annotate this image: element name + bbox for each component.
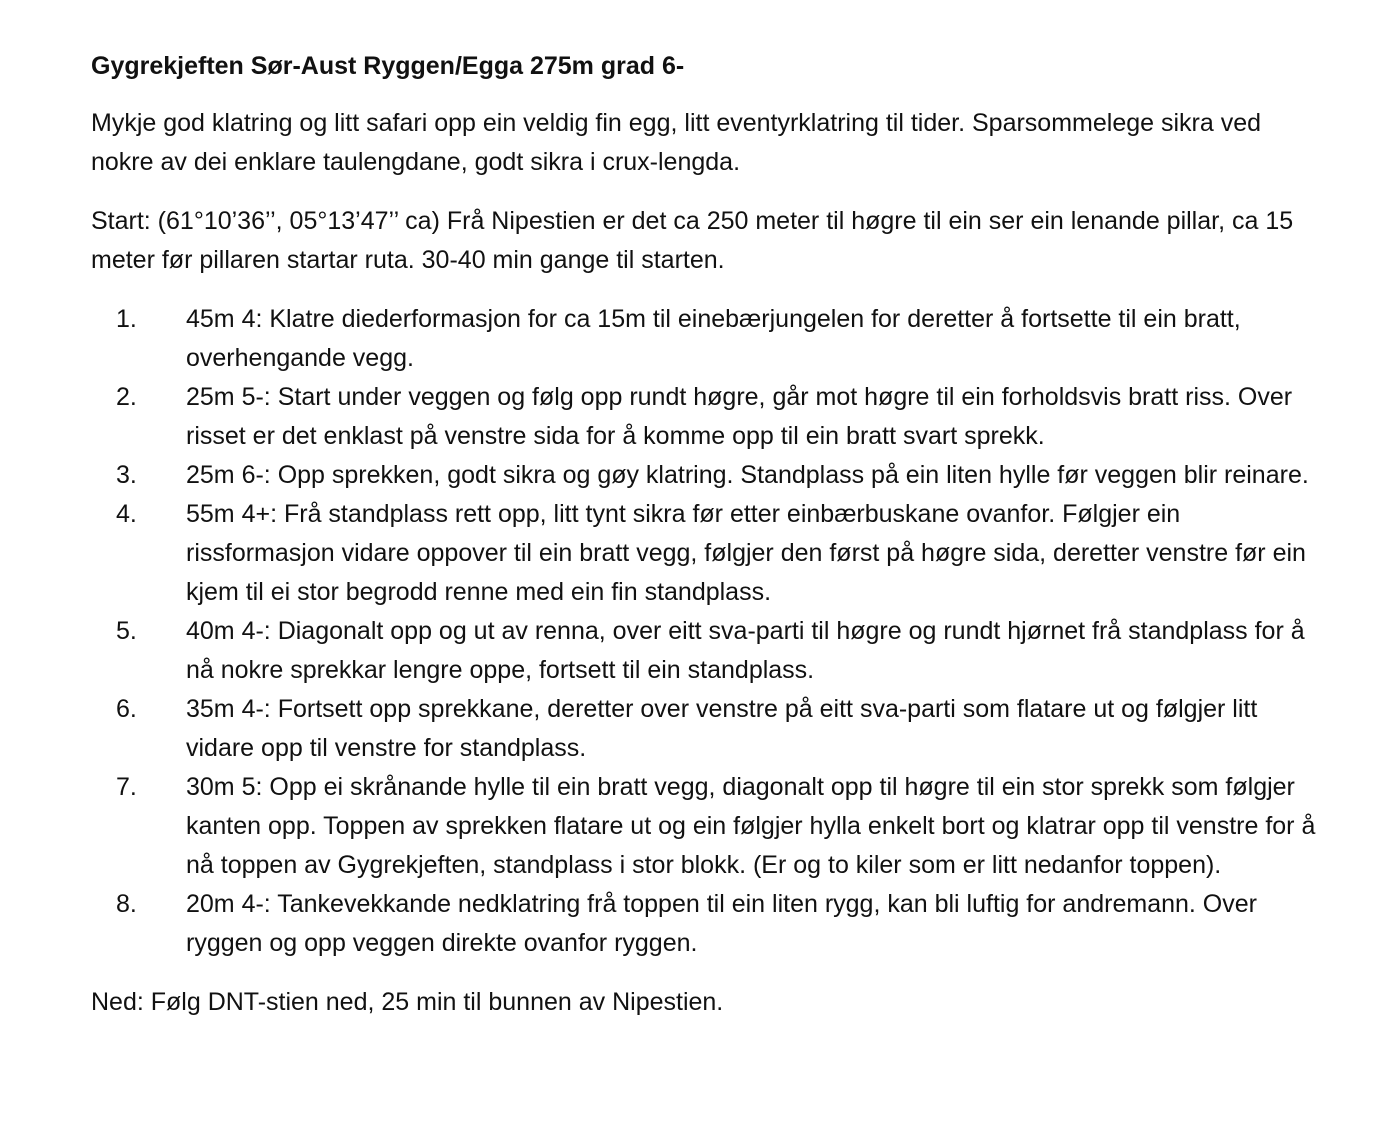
pitch-item: [91, 495, 1321, 612]
pitch-number: 1.: [116, 305, 137, 333]
pitch-item: [91, 612, 1321, 690]
pitch-number: 4.: [116, 500, 137, 528]
pitch-text: 25m 6-: Opp sprekken, godt sikra og gøy klatring. Standplass på ein liten hylle før veggen blir reinare.: [186, 461, 1309, 489]
pitch-number: 3.: [116, 461, 137, 489]
pitch-number: 7.: [116, 773, 137, 801]
route-start: Start: (61°10’36’’, 05°13’47’’ ca) Frå Nipestien er det ca 250 meter til høgre til ein ser ein lenande pillar, ca 15 meter før pillaren startar ruta. 30-40 min gange til starten.: [91, 207, 1294, 274]
pitch-text: 35m 4-: Fortsett opp sprekkane, deretter over venstre på eitt sva-parti som flatare ut og følgjer litt vidare opp til venstre for standplass.: [186, 695, 1258, 762]
pitch-number: 2.: [116, 383, 137, 411]
pitch-item: [91, 690, 1321, 768]
pitch-item: [91, 456, 1321, 495]
pitch-number: 6.: [116, 695, 137, 723]
pitch-item: [91, 885, 1321, 963]
pitch-number: 5.: [116, 617, 137, 645]
route-intro: Mykje god klatring og litt safari opp ein veldig fin egg, litt eventyrklatring til tider. Sparsommelege sikra ved nokre av dei enklare taulengdane, godt sikra i crux-lengda.: [91, 109, 1262, 176]
route-title: Gygrekjeften Sør-Aust Ryggen/Egga 275m grad 6-: [91, 52, 685, 80]
pitch-text: 20m 4-: Tankevekkande nedklatring frå toppen til ein liten rygg, kan bli luftig for andremann. Over ryggen og opp veggen direkte ovanfor ryggen.: [186, 890, 1257, 957]
pitch-text: 45m 4: Klatre diederformasjon for ca 15m til einebærjungelen for deretter å fortsette til ein bratt, overhengande vegg.: [186, 305, 1241, 372]
pitch-text: 25m 5-: Start under veggen og følg opp rundt høgre, går mot høgre til ein forholdsvis bratt riss. Over risset er det enklast på venstre sida for å komme opp til ein bratt svart sprekk.: [186, 383, 1293, 450]
pitch-item: [91, 378, 1321, 456]
route-descent: Ned: Følg DNT-stien ned, 25 min til bunnen av Nipestien.: [91, 988, 724, 1016]
pitch-text: 40m 4-: Diagonalt opp og ut av renna, over eitt sva-parti til høgre og rundt hjørnet frå standplass for å nå nokre sprekkar lengre oppe, fortsett til ein standplass.: [186, 617, 1305, 684]
pitch-list: [91, 300, 1321, 963]
pitch-text: 30m 5: Opp ei skrånande hylle til ein bratt vegg, diagonalt opp til høgre til ein stor sprekk som følgjer kanten opp. Toppen av sprekken flatare ut og ein følgjer hylla enkelt bort og klatrar opp til venstre for å nå toppen av Gygrekjeften, standplass i stor blokk. (Er og to kiler som er litt nedanfor toppen).: [186, 773, 1316, 879]
pitch-text: 55m 4+: Frå standplass rett opp, litt tynt sikra før etter einbærbuskane ovanfor. Følgjer ein rissformasjon vidare oppover til ein bratt vegg, følgjer den først på høgre sida, deretter venstre før ein kjem til ei stor begrodd renne med ein fin standplass.: [186, 500, 1306, 606]
pitch-item: [91, 300, 1321, 378]
pitch-number: 8.: [116, 890, 137, 918]
pitch-item: [91, 768, 1321, 885]
document-page: [91, 46, 1321, 1022]
